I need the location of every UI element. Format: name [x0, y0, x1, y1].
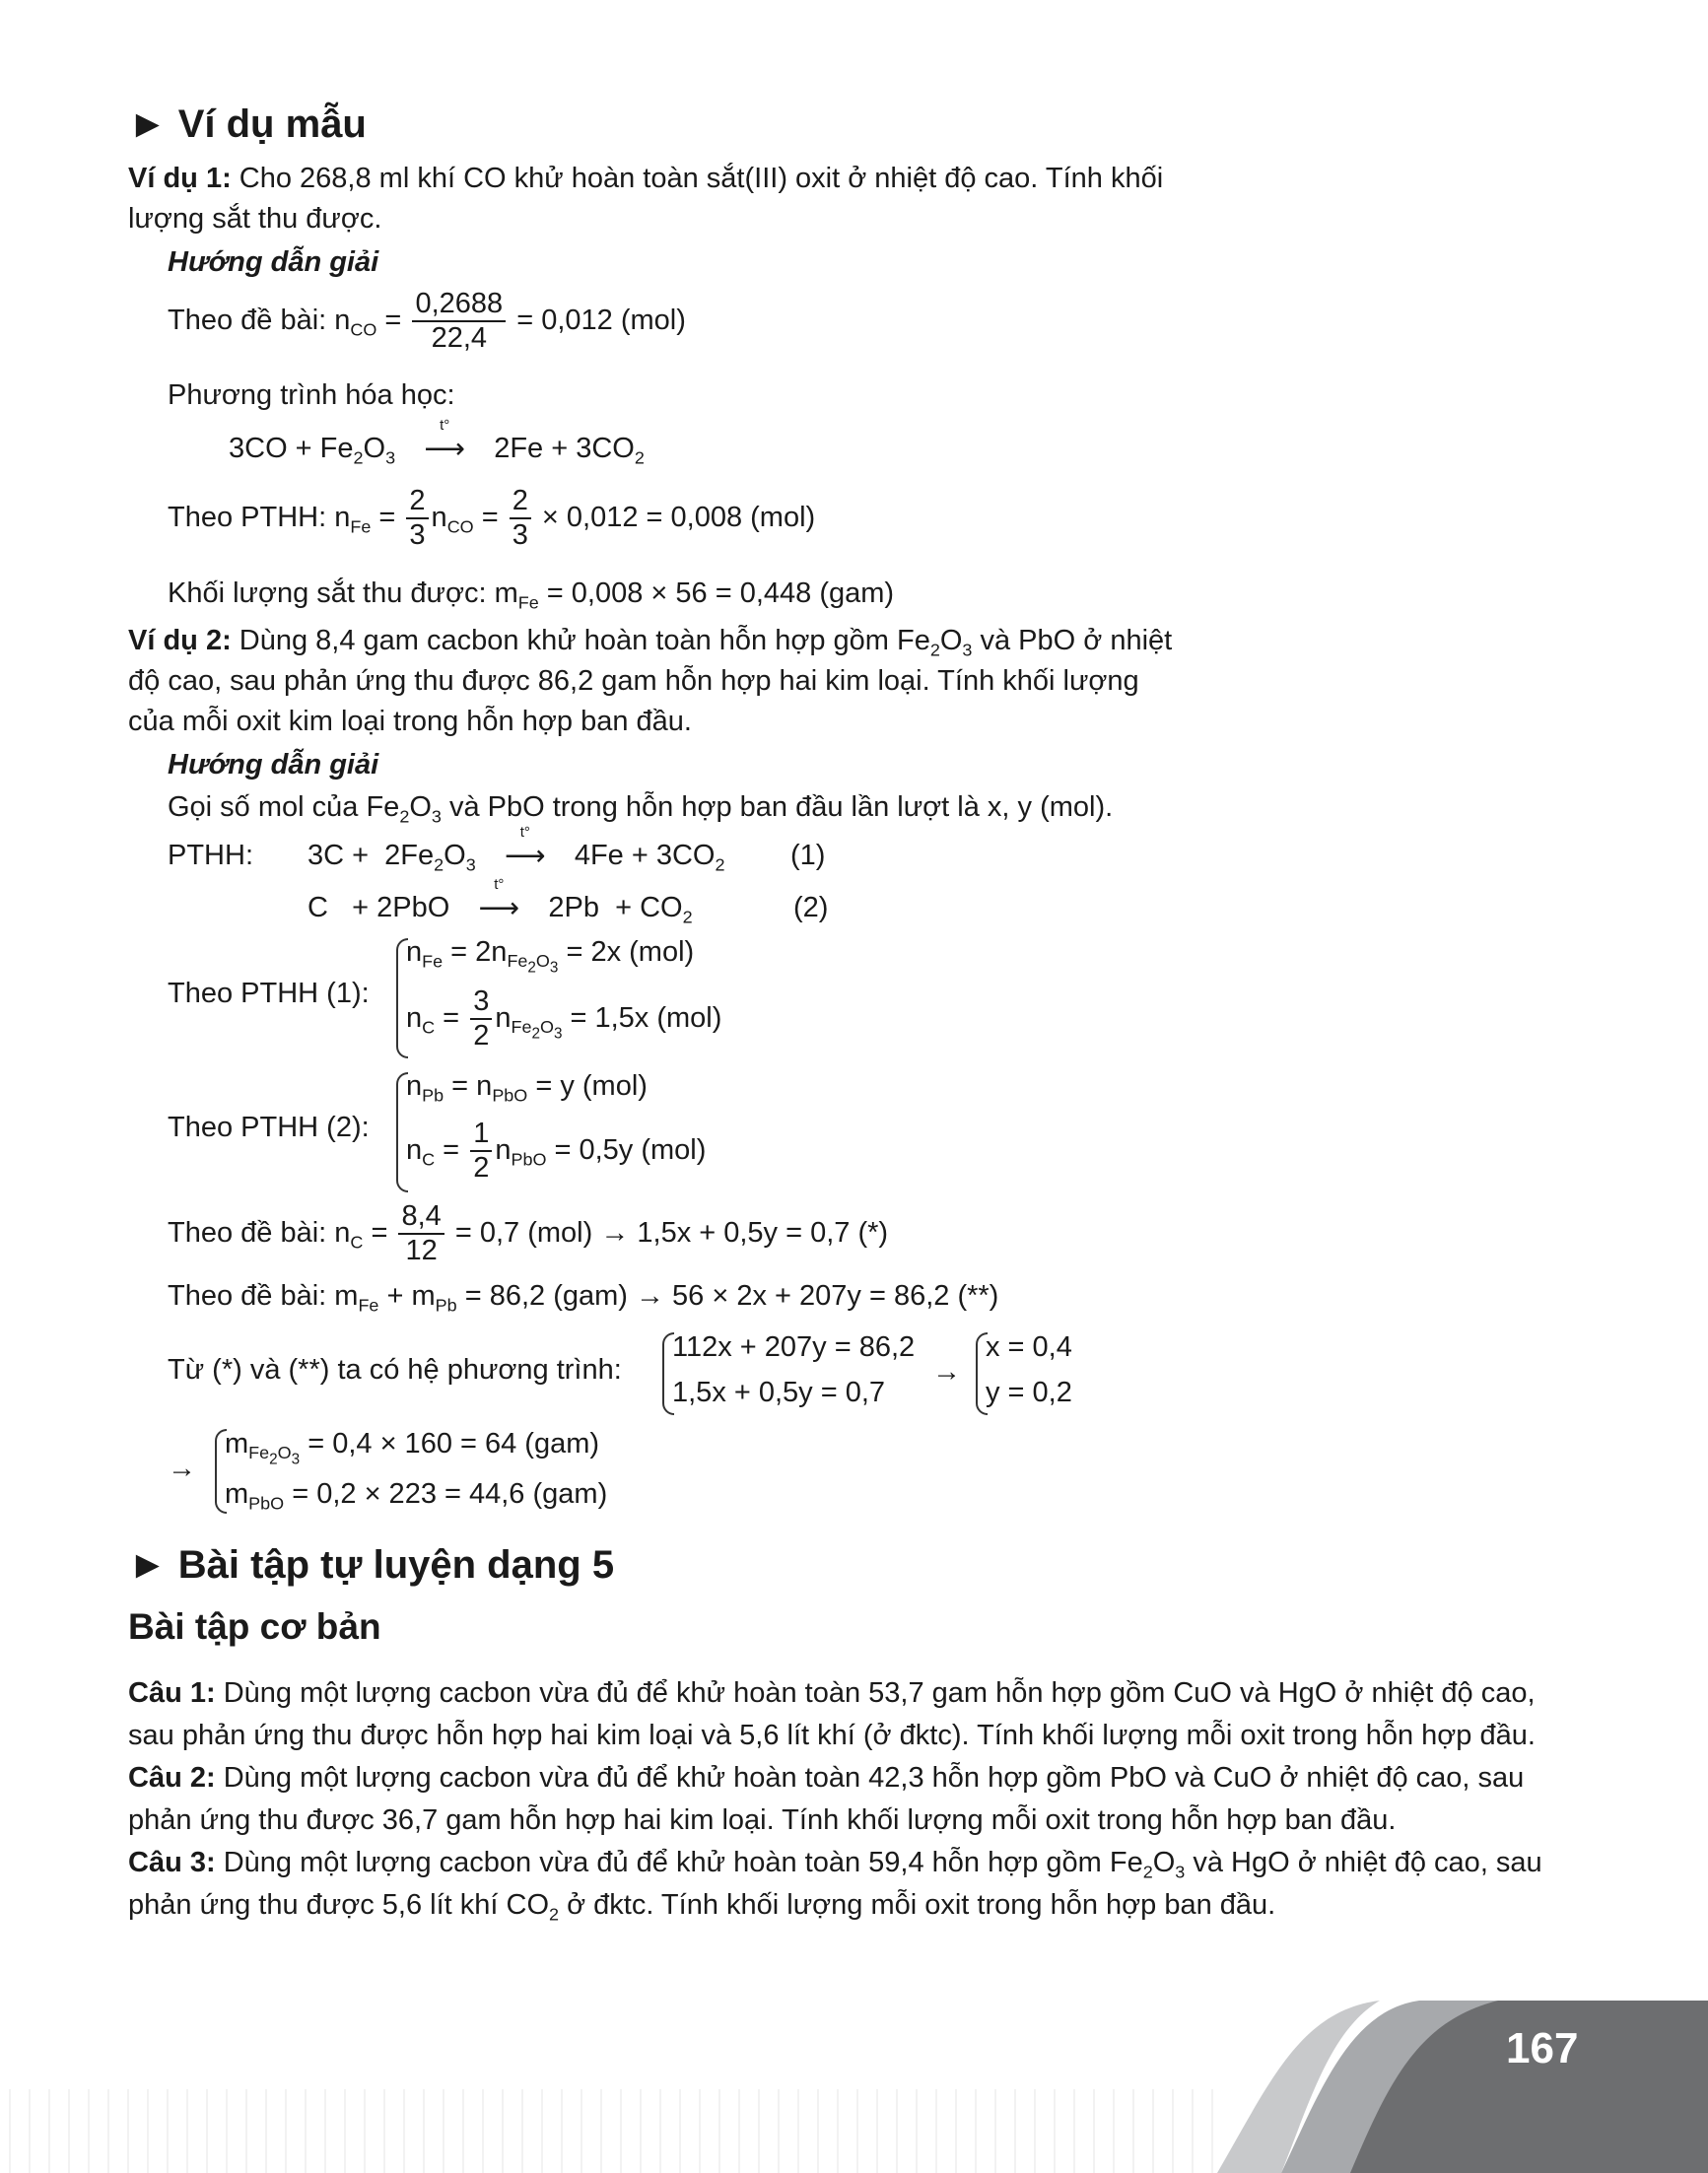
example-1-step-ratio: Theo PTHH: $n_{Fe}$ = $\frac{2}{3}$ $n_{CO}$ = $\frac{2}{3}$ × 0,012 = 0,008 (mol): [168, 485, 816, 552]
example-1-text-1: Cho 268,8 ml khí CO khử hoàn toàn sắt(III) oxit ở nhiệt độ cao. Tính khối: [231, 163, 1164, 194]
reaction-arrow: t° ⟶: [478, 875, 520, 924]
reaction-2: C + 2PbO t° ⟶ $2Pb + CO_2$: [307, 875, 693, 927]
question-3-text-c: ở đktc. Tính khối lượng mỗi oxit trong hỗn hợp ban đầu.: [559, 1889, 1276, 1921]
fraction-numerator: 8,4: [398, 1200, 444, 1235]
pthh1-label: Theo PTHH (1):: [168, 978, 370, 1009]
example-2-text-a: Dùng 8,4 gam cacbon khử hoàn toàn hỗn hợp gồm Fe: [231, 625, 930, 656]
pthh2-label: Theo PTHH (2):: [168, 1112, 370, 1143]
example-2-line-3: của mỗi oxit kim loại trong hỗn hợp ban đầu.: [128, 706, 692, 737]
question-2-label: Câu 2:: [128, 1762, 216, 1794]
subsection-heading-basic: Bài tập cơ bản: [128, 1606, 381, 1647]
fraction: $\frac{2}{3}$: [510, 485, 531, 553]
example-2-guide-heading: Hướng dẫn giải: [168, 749, 379, 781]
system-equation-2: 1,5x + 0,5y = 0,7: [672, 1377, 886, 1408]
question-3-text-a: Dùng một lượng cacbon vừa đủ để khử hoàn toàn 59,4 hỗn hợp gồm Fe: [215, 1847, 1143, 1878]
fraction-denominator: 22,4: [431, 322, 488, 355]
intro-a: Gọi số mol của Fe: [168, 791, 400, 823]
given-moles-carbon: Theo đề bài: $n_C$ = $\frac{8,4}{12}$ = 0,7 (mol) → 1,5x + 0,5y = 0,7 (*): [168, 1200, 889, 1267]
step-prefix: Khối lượng sắt thu được:: [168, 577, 487, 609]
solution-y: y = 0,2: [986, 1377, 1072, 1408]
pthh1-row-1: $n_{Fe} = 2n_{Fe_2O_3} = 2x$ (mol): [406, 936, 695, 977]
final-arrow: →: [168, 1453, 196, 1484]
reaction-2-number: (2): [793, 892, 829, 923]
row-result: = 0,2 × 223 = 44,6 (gam): [292, 1478, 608, 1510]
step-result: = 0,7 (mol) → 1,5x + 0,5y = 0,7 (*): [454, 1217, 889, 1249]
fraction: $\frac{2}{3}$: [406, 485, 428, 553]
example-1-equation-title: Phương trình hóa học:: [168, 379, 455, 411]
fraction: $\frac{3}{2}$: [470, 985, 492, 1053]
section-heading-practice: ► Bài tập tự luyện dạng 5: [128, 1543, 615, 1587]
example-1-step-moles: Theo đề bài: $n_{CO}$ = $\frac{0,2688}{22,4}$ = 0,012 (mol): [168, 288, 686, 355]
step-prefix: Theo đề bài:: [168, 305, 327, 336]
example-2-text-b: và PbO ở nhiệt: [972, 625, 1173, 656]
example-1-reaction: $3CO + Fe_2O_3$ t° ⟶ $2Fe + 3CO_2$: [229, 416, 645, 468]
example-1-line-2: lượng sắt thu được.: [128, 203, 382, 235]
system-intro: Từ (*) và (**) ta có hệ phương trình:: [168, 1354, 622, 1386]
question-1-label: Câu 1:: [128, 1677, 216, 1709]
reaction-arrow: t° ⟶: [504, 823, 546, 872]
question-3: Câu 3: Dùng một lượng cacbon vừa đủ để khử hoàn toàn 59,4 hỗn hợp gồm $Fe_2O_3$ và HgO ở nhiệt độ cao, sau phản ứng thu được 5,6 lít khí $CO_2$ ở đktc. Tính khối lượng mỗi oxit trong hỗn hợp ban đầu.: [128, 1847, 1542, 1925]
example-2-line-2: độ cao, sau phản ứng thu được 86,2 gam hỗn hợp hai kim loại. Tính khối lượng: [128, 665, 1139, 697]
pthh1-row-2: $n_C$ = $\frac{3}{2}$ $n_{Fe_2O_3} = 1,5x$ (mol): [406, 985, 722, 1053]
question-3-label: Câu 3:: [128, 1847, 216, 1878]
solution-x: x = 0,4: [986, 1331, 1072, 1363]
step-prefix: Theo PTHH:: [168, 502, 327, 533]
row-result: = y (mol): [535, 1070, 648, 1102]
question-2-text: Dùng một lượng cacbon vừa đủ để khử hoàn toàn 42,3 hỗn hợp gồm PbO và CuO ở nhiệt độ cao, sau phản ứng thu được 36,7 gam hỗn hợp hai kim loại. Tính khối lượng mỗi oxit trong hỗn hợp ban đầu.: [128, 1762, 1525, 1836]
fraction-numerator: 0,2688: [412, 288, 506, 322]
example-1-step-mass: Khối lượng sắt thu được: $m_{Fe} = 0,008 \times 56 = 0,448$ (gam): [168, 577, 895, 613]
example-1-label: Ví dụ 1:: [128, 163, 232, 194]
pthh-label: PTHH:: [168, 840, 253, 871]
row-result: = 0,5y (mol): [554, 1134, 707, 1166]
section-heading-examples: ► Ví dụ mẫu: [128, 102, 367, 146]
fraction-denominator: 12: [405, 1235, 438, 1267]
system-equation-1: 112x + 207y = 86,2: [672, 1331, 916, 1363]
example-2-intro: Gọi số mol của $Fe_2O_3$ và PbO trong hỗn hợp ban đầu lần lượt là x, y (mol).: [168, 791, 1114, 827]
question-3-text-b: và HgO ở nhiệt độ cao, sau phản ứng thu được 5,6 lít khí CO: [128, 1847, 1542, 1921]
row-result: = 1,5x (mol): [570, 1002, 722, 1034]
reaction-1: $3C + 2Fe_2O_3$ t° ⟶ $4Fe + 3CO_2$: [307, 823, 725, 875]
intro-b: và PbO trong hỗn hợp ban đầu lần lượt là x, y (mol).: [441, 791, 1114, 823]
step-result: = 0,012 (mol): [516, 305, 686, 336]
step-result: = 86,2 (gam) → 56 × 2x + 207y = 86,2 (**): [464, 1280, 999, 1312]
final-mass-fe2o3: $m_{Fe_2O_3} = 0,4 \times 160 = 64$ (gam): [225, 1428, 600, 1468]
page-number: 167: [1506, 2024, 1579, 2072]
example-2-label: Ví dụ 2:: [128, 625, 232, 656]
question-1-text: Dùng một lượng cacbon vừa đủ để khử hoàn toàn 53,7 gam hỗn hợp gồm CuO và HgO ở nhiệt độ cao, sau phản ứng thu được hỗn hợp hai kim loại và 5,6 lít khí (ở đktc). Tính khối lượng mỗi oxit trong hỗn hợp đầu.: [128, 1677, 1536, 1751]
example-1-guide-heading: Hướng dẫn giải: [168, 246, 379, 278]
row-result: = 0,4 × 160 = 64 (gam): [307, 1428, 600, 1460]
reaction-1-number: (1): [790, 840, 826, 871]
step-prefix: Theo đề bài:: [168, 1280, 327, 1312]
example-2-line-1: Ví dụ 2: Dùng 8,4 gam cacbon khử hoàn toàn hỗn hợp gồm $Fe_2O_3$ và PbO ở nhiệt: [128, 625, 1173, 660]
reaction-arrow: t° ⟶: [424, 416, 465, 465]
row-result: = 2x (mol): [566, 936, 695, 968]
pthh2-row-1: $n_{Pb} = n_{PbO} = y$ (mol): [406, 1070, 648, 1106]
step-result: × 0,012 = 0,008 (mol): [541, 502, 816, 533]
fraction: $\frac{1}{2}$: [470, 1118, 492, 1186]
given-mass-metals: Theo đề bài: $m_{Fe} + m_{Pb} = 86,2$ (gam) → 56 × 2x + 207y = 86,2 (**): [168, 1280, 999, 1316]
final-mass-pbo: $m_{PbO} = 0,2 \times 223 = 44,6$ (gam): [225, 1478, 608, 1514]
step-prefix: Theo đề bài:: [168, 1217, 327, 1249]
pthh2-row-2: $n_C$ = $\frac{1}{2}$ $n_{PbO} = 0,5y$ (mol): [406, 1118, 707, 1185]
step-result: = 0,008 × 56 = 0,448 (gam): [546, 577, 895, 609]
implies-arrow: →: [932, 1356, 961, 1388]
